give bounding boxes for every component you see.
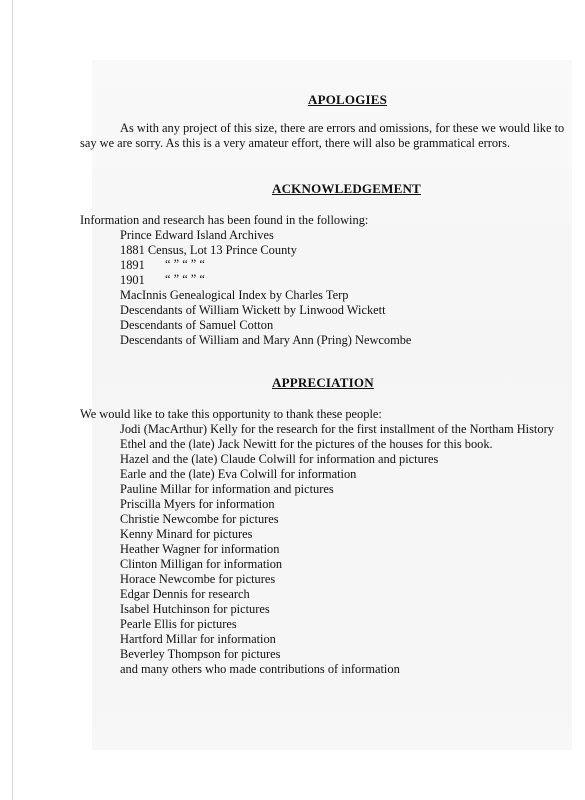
acknowledgement-item: Descendants of Samuel Cotton bbox=[120, 318, 274, 332]
appreciation-item: and many others who made contributions of information bbox=[120, 662, 400, 676]
appreciation-heading: APPRECIATION bbox=[272, 375, 374, 390]
acknowledgement-item: Prince Edward Island Archives bbox=[120, 228, 274, 242]
apologies-heading: APOLOGIES bbox=[308, 92, 388, 107]
acknowledgement-item: 1891 bbox=[120, 258, 145, 272]
appreciation-item: Hartford Millar for information bbox=[120, 632, 276, 646]
acknowledgement-item: 1901 bbox=[120, 273, 145, 287]
acknowledgement-item: 1881 Census, Lot 13 Prince County bbox=[120, 243, 297, 257]
appreciation-item: Heather Wagner for information bbox=[120, 542, 280, 556]
ditto-marks: “ ” “ ” “ bbox=[165, 272, 205, 286]
appreciation-item: Hazel and the (late) Claude Colwill for information and pictures bbox=[120, 452, 439, 466]
acknowledgement-intro: Information and research has been found in the following: bbox=[80, 213, 369, 227]
appreciation-item: Horace Newcombe for pictures bbox=[120, 572, 276, 586]
appreciation-item: Clinton Milligan for information bbox=[120, 557, 283, 571]
acknowledgement-item: MacInnis Genealogical Index by Charles Terp bbox=[120, 288, 349, 302]
appreciation-item: Christie Newcombe for pictures bbox=[120, 512, 279, 526]
ditto-marks: “ ” “ ” “ bbox=[165, 257, 205, 271]
appreciation-item: Ethel and the (late) Jack Newitt for the pictures of the houses for this book. bbox=[120, 437, 493, 451]
appreciation-item: Isabel Hutchinson for pictures bbox=[120, 602, 270, 616]
appreciation-item: Pauline Millar for information and pictures bbox=[120, 482, 334, 496]
apologies-line-1: As with any project of this size, there are errors and omissions, for these we would like to bbox=[120, 121, 565, 135]
appreciation-item: Kenny Minard for pictures bbox=[120, 527, 253, 541]
appreciation-item: Beverley Thompson for pictures bbox=[120, 647, 281, 661]
appreciation-intro: We would like to take this opportunity to thank these people: bbox=[80, 407, 382, 421]
acknowledgement-item: Descendants of William and Mary Ann (Pring) Newcombe bbox=[120, 333, 412, 347]
apologies-line-2: say we are sorry. As this is a very amateur effort, there will also be grammatical errors. bbox=[80, 136, 511, 150]
appreciation-item: Pearle Ellis for pictures bbox=[120, 617, 237, 631]
appreciation-item: Earle and the (late) Eva Colwill for information bbox=[120, 467, 357, 481]
acknowledgement-heading: ACKNOWLEDGEMENT bbox=[272, 181, 421, 196]
appreciation-item: Priscilla Myers for information bbox=[120, 497, 275, 511]
acknowledgement-item: Descendants of William Wickett by Linwood Wickett bbox=[120, 303, 386, 317]
appreciation-item: Jodi (MacArthur) Kelly for the research for the first installment of the Northam History bbox=[120, 422, 554, 436]
appreciation-item: Edgar Dennis for research bbox=[120, 587, 250, 601]
